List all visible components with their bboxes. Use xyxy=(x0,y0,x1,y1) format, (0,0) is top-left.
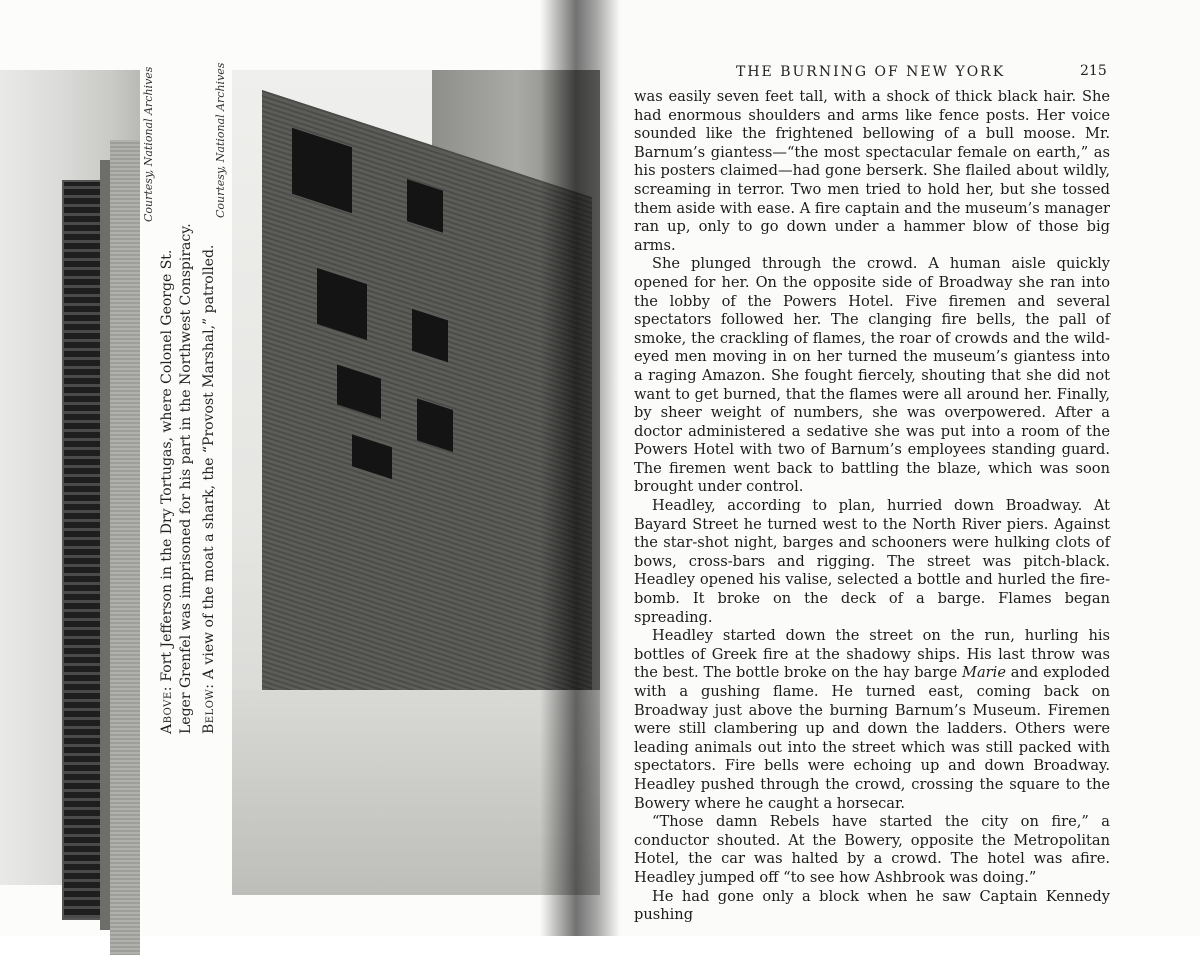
paragraph: was easily seven feet tall, with a shock of thick black hair. She had enormous shoulders and arms like fence posts. Her voice sounded like the frightened bellowing of a bull moose. Mr. Barnum’s giantess—“the most spectacular female on earth,” as his posters claimed—had gone berserk. She flailed about wildly, screaming in terror. Two men tried to hold her, but she tossed them aside with ease. A fire captain and the museum’s manager ran up, only to go down under a hammer blow of those big arms. xyxy=(634,88,1110,254)
paragraph-part: and exploded with a gushing flame. He turned east, coming back on Broadway just above the burning Barnum’s Museum. Firemen were still clambering up and down the ladders. Others were leading animals out into the street which was still packed with spectators. Fire bells were echoing up and down Broadway. Headley pushed through the crowd, crossing the square to the Bowery where he caught a horsecar. xyxy=(634,664,1111,812)
fort-window xyxy=(417,398,453,452)
fort-window xyxy=(292,128,352,213)
body-text xyxy=(634,88,1110,925)
fort-window xyxy=(317,268,367,340)
caption-below xyxy=(200,245,219,734)
italic-word: Marie xyxy=(962,664,1006,682)
photo-credit-bottom: Courtesy, National Archives xyxy=(214,62,227,218)
caption-above-line1: Fort Jefferson in the Dry Tortugas, where Colonel George St. xyxy=(159,249,175,682)
fort-jefferson-photo xyxy=(0,70,140,885)
paragraph: She plunged through the crowd. A human aisle quickly opened for her. On the opposite side of Broadway she ran into the lobby of the Powers Hotel. Five firemen and several spectators followed her. The clanging fire bells, the pall of smoke, the crackling of flames, the roar of crowds and the wild-eyed men moving in on her turned the museum’s giantess into a raging Amazon. She fought fiercely, shouting that she did not want to get burned, that the flames were all around her. Finally, by sheer weight of numbers, she was overpowered. After a doctor administered a sedative she was put into a room of the Powers Hotel with two of Barnum’s employees standing guard. The firemen went back to battling the blaze, which was soon brought under control. xyxy=(634,255,1110,496)
left-page xyxy=(0,0,600,936)
page-number: 215 xyxy=(1080,63,1107,79)
fort-window xyxy=(337,364,381,418)
caption-below-text: A view of the moat a shark, the “Provost Marshal,” patrolled. xyxy=(201,244,217,680)
running-head: THE BURNING OF NEW YORK xyxy=(736,64,1006,80)
paragraph xyxy=(634,627,1110,813)
paragraph: Headley, according to plan, hurried down Broadway. At Bayard Street he turned west to the North River piers. Against the star-shot night, barges and schooners were hulking clots of bows, cross-bars and rigging. The street was pitch-black. Headley opened his valise, selected a bottle and hurled the fire-bomb. It broke on the deck of a barge. Flames began spreading. xyxy=(634,497,1110,626)
photo-credit-top: Courtesy, National Archives xyxy=(142,66,155,222)
caption-above-prefix: Above: xyxy=(159,686,175,734)
fort-window xyxy=(407,179,443,233)
paragraph: He had gone only a block when he saw Captain Kennedy pushing xyxy=(634,887,1110,924)
right-page xyxy=(600,0,1200,936)
caption-above-line2: Leger Grenfel was imprisoned for his part in the Northwest Conspiracy. xyxy=(178,223,194,734)
paragraph: “Those damn Rebels have started the city on fire,” a conductor shouted. At the Bowery, opposite the Metropolitan Hotel, the car was halted by a crowd. The hotel was afire. Headley jumped off “to see how Ashbrook was doing.” xyxy=(634,813,1110,886)
fort-window xyxy=(352,434,392,479)
paragraph-part: Headley started down the street on the run, hurling his bottles of Greek fire at the shadowy ships. His last throw was the best. The bottle broke on the hay barge xyxy=(634,627,1110,682)
fort-shoreline xyxy=(100,160,110,930)
caption-above xyxy=(158,223,196,734)
caption-below-prefix: Below: xyxy=(201,683,217,734)
sea-water xyxy=(110,140,140,955)
fort-window xyxy=(412,309,448,363)
